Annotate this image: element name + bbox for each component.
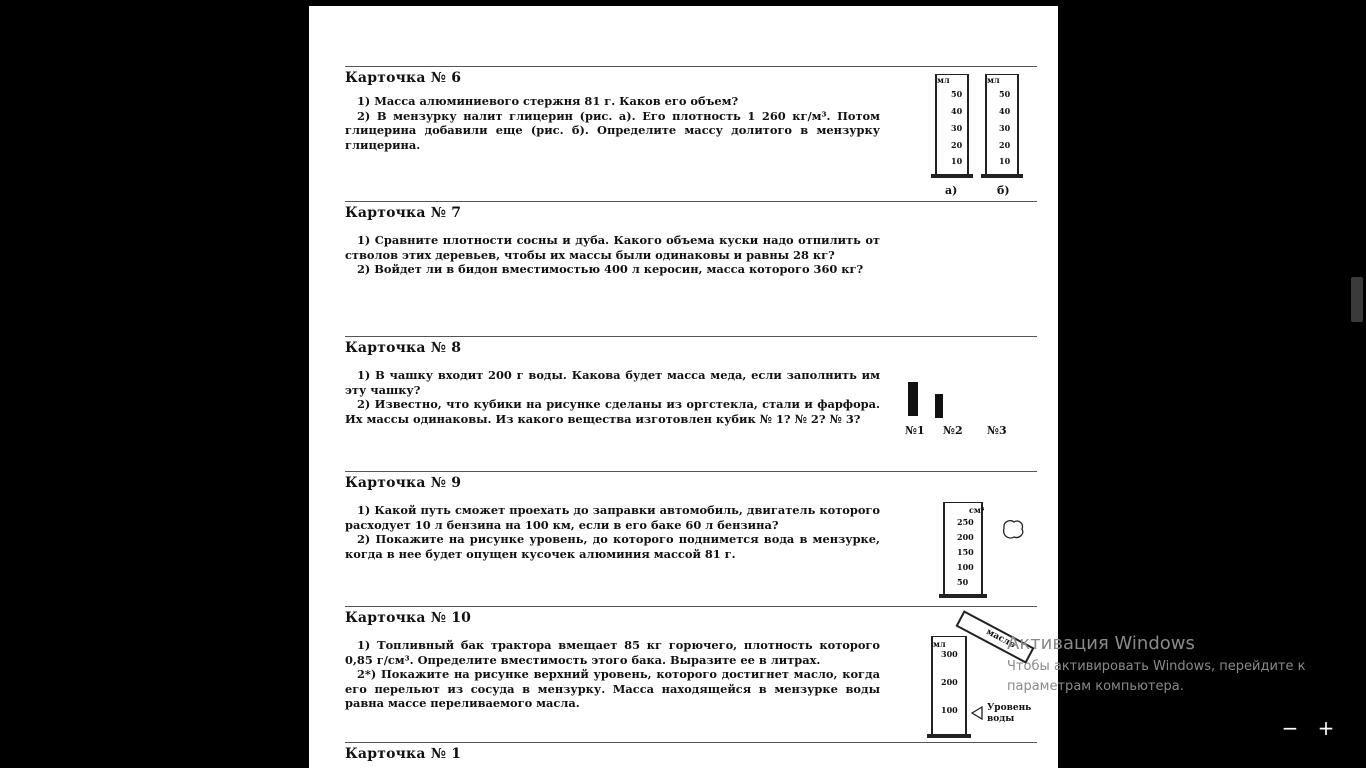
measuring-cylinders-figure: мл 50 40 30 20 10 а) мл 50 40 30 20 10 б) [931, 74, 1031, 199]
cubes-figure: №1 №2 №3 [905, 360, 1015, 440]
scrollbar-thumb[interactable] [1351, 277, 1363, 322]
card-7 [345, 205, 1037, 277]
level-label: Уровень воды [987, 703, 1032, 724]
divider [345, 66, 1037, 67]
task-2: 2) Войдет ли в бидон вместимостью 400 л керосин, масса которого 360 кг? [357, 262, 864, 277]
unit-label: см³ [969, 505, 985, 515]
card-9 [345, 475, 1037, 561]
task-2: 2) Известно, что кубики на рисунке сделаны из оргстекла, стали и фарфора. Их массы одинаковы. Из какого вещества изготовлен кубик № 1? № 2? № 3? [345, 397, 880, 426]
task-1: 1) В чашку входит 200 г воды. Какова будет масса меда, если заполнить им эту чашку? [345, 368, 880, 397]
oil-cylinder-figure: мл 300 200 100 масло Уровень воды [927, 616, 1053, 742]
divider [345, 606, 1037, 607]
task-1: 1) Какой путь сможет проехать до заправки автомобиль, двигатель которого расходует 10 л бензина на 100 км, если в его баке 60 л бензина? [345, 503, 880, 532]
divider [345, 471, 1037, 472]
zoom-in-button[interactable]: + [1317, 716, 1335, 740]
task-1: 1) Масса алюминиевого стержня 81 г. Каков его объем? [357, 94, 739, 108]
task-1: 1) Сравните плотности сосны и дуба. Какого объема куски надо отпилить от стволов этих деревьев, чтобы их массы были одинаковы и равны 28 кг? [345, 233, 880, 262]
activation-watermark-title: Активация Windows [1007, 633, 1195, 654]
divider [345, 742, 1037, 743]
document-page [309, 6, 1058, 768]
card-text [345, 233, 880, 277]
task-2: 2*) Покажите на рисунке верхний уровень, которого достигнет масло, когда его перельют из сосуда в мензурку. Масса находящейся в мензурке воды равна массе переливаемого масла. [345, 667, 880, 711]
figure-label-b: б) [997, 184, 1010, 197]
level-pointer-icon [971, 706, 983, 720]
activation-watermark-subtitle: Чтобы активировать Windows, перейдите к параметрам компьютера. [1007, 659, 1306, 694]
cylinder-figure: см³ 250 200 150 100 50 [939, 500, 1029, 602]
task-2: 2) В мензурку налит глицерин (рис. а). Его плотность 1 260 кг/м³. Потом глицерина добавили еще (рис. б). Определите массу долитого в мензурку глицерина. [345, 108, 880, 152]
card-title: Карточка № 6 [345, 70, 462, 86]
task-1: 1) Топливный бак трактора вмещает 85 кг горючего, плотность которого 0,85 г/см³. Определите вместимость этого бака. Выразите ее в литрах. [345, 638, 880, 667]
cube-2 [935, 394, 943, 418]
divider [345, 201, 1037, 202]
card-text [345, 638, 880, 711]
card-title: Карточка № 1 [345, 746, 462, 762]
unit-label: мл [937, 75, 950, 85]
cube-1 [908, 382, 918, 416]
figure-label-a: а) [945, 184, 958, 197]
zoom-out-button[interactable]: − [1281, 716, 1299, 740]
card-title: Карточка № 10 [345, 610, 472, 626]
card-text [345, 368, 880, 426]
task-2: 2) Покажите на рисунке уровень, до которого поднимется вода в мензурке, когда в нее будет опущен кусочек алюминия массой 81 г. [345, 532, 880, 561]
card-1 [345, 746, 1037, 762]
aluminium-piece-icon [1001, 518, 1025, 540]
card-text [345, 94, 880, 152]
card-title: Карточка № 7 [345, 205, 462, 221]
card-title: Карточка № 9 [345, 475, 462, 491]
vertical-scrollbar[interactable] [1348, 0, 1366, 768]
card-title: Карточка № 8 [345, 340, 462, 356]
unit-label: мл [933, 639, 946, 649]
vessel-label: масло [984, 627, 1017, 651]
divider [345, 336, 1037, 337]
card-text [345, 503, 880, 561]
